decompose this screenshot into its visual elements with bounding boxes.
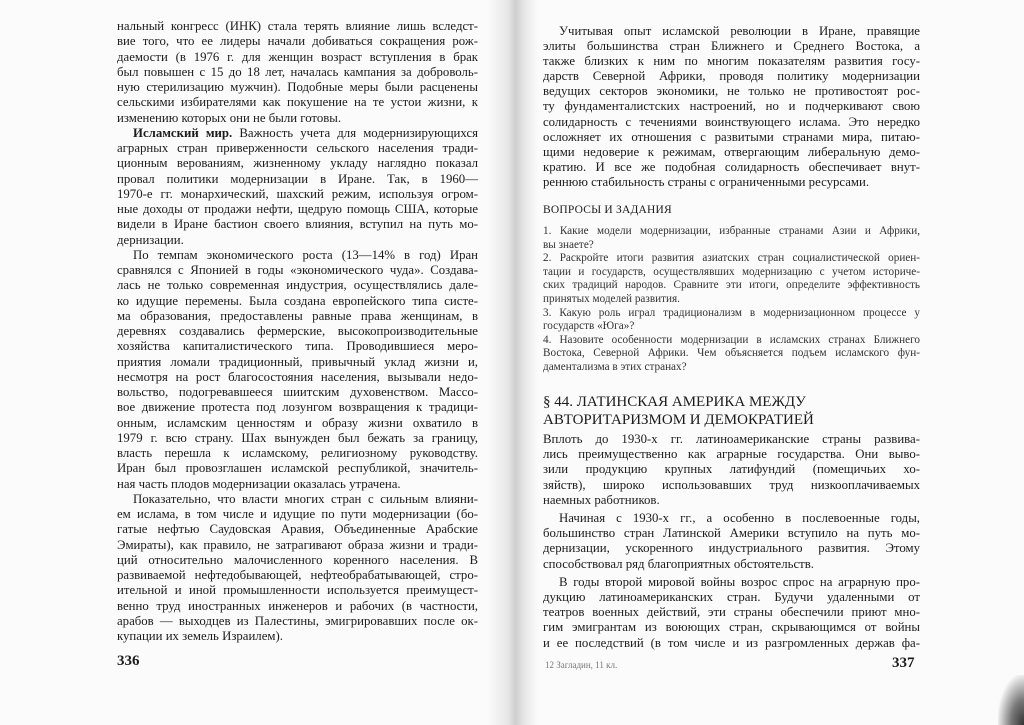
text-line: осложняет их отношения с развитыми странами мира, питаю- [543, 129, 920, 144]
paragraph [543, 307, 920, 334]
text-line: лась не только современная индустрия, осуществлялись дале- [117, 278, 478, 293]
paragraph [117, 492, 478, 645]
section-title-line: АВТОРИТАРИЗМОМ И ДЕМОКРАТИЕЙ [543, 412, 814, 428]
text-line: ту фундаменталистских настроений, но и подчеркивают свою [543, 99, 920, 114]
paragraph [543, 511, 920, 572]
section-title-line: § 44. ЛАТИНСКАЯ АМЕРИКА МЕЖДУ [543, 394, 806, 410]
text-line: театров военных действий, эти страны обеспечили приют мно- [543, 605, 920, 620]
paragraph [117, 248, 478, 492]
text-line: гатые нефтью Саудовская Аравия, Объединенные Арабские [117, 522, 478, 537]
text-line: способствовал ряд благоприятных обстоятельств. [543, 556, 814, 571]
text-line: купации их земель Израилем). [117, 629, 283, 643]
printer-signature: 12 Загладин, 11 кл. [545, 660, 618, 670]
text-line: По темпам экономического роста (13—14% в год) Иран [133, 247, 478, 262]
paragraph [543, 252, 920, 306]
text-line: аграрных стран приверженности сельского населения тради- [117, 141, 478, 155]
text-line: кратию. И все же подобная солидарность обеспечивает внут- [543, 159, 920, 174]
text-line: деревнях создавались фермерские, высокопроизводительные [117, 324, 478, 338]
section-body [543, 432, 920, 654]
text-line: онным, исламским ценностям и образу жизни охватило в [117, 415, 478, 430]
text-line: был повышен с 15 до 18 лет, началась кампания за доброволь- [117, 64, 478, 79]
text-line: дукцию латиноамериканских стран. Будучи удаленными от [543, 590, 920, 605]
text-line: ведущих секторов экономики, не только не противостоят рос- [543, 84, 920, 99]
text-line: Востока, Северной Африки. Чем объясняется подъем исламского фун- [543, 347, 920, 360]
text-line: власть перешла к исламскому, религиозному руководству. [117, 446, 478, 460]
text-line: и ее последствий (в том числе и из разгромленных держав фа- [543, 635, 920, 650]
text-line: ционным верованиям, жизненному укладу наглядно показал [117, 156, 478, 171]
text-line: дарств Северной Африки, проводя политику модернизации [543, 69, 920, 84]
text-line: ную стерилизацию мужчин). Подобные меры были расценены [117, 80, 478, 94]
text-line: лись преимущественно как аграрные государства. Они выво- [543, 447, 920, 462]
text-line [117, 126, 478, 141]
text-line: Иран был провозглашен исламской республикой, значитель- [117, 461, 478, 476]
text-line: тации и государств, осуществлявших модернизацию с учетом историче- [543, 265, 920, 278]
left-page-body [117, 19, 478, 644]
paragraph-lead: Исламский мир. [133, 125, 233, 140]
text-line: хозяйства капиталистического типа. Проводившиеся меро- [117, 339, 478, 354]
text-line: развиваемой нефтедобывающей, нефтеобрабатывающей, стро- [117, 568, 478, 582]
text-line: 1979 г. всю страну. Шах вынужден был бежать за границу, [117, 430, 478, 445]
text-line: щими недоверие к режимам, отвергающим либеральную демо- [543, 144, 920, 159]
text-line: 3. Какую роль играл традиционализм в модернизационном процессе у [543, 306, 920, 319]
scan-edge-artifact [998, 675, 1024, 725]
section-title [543, 393, 814, 429]
text-line: видели в Иране бастион своего влияния, вступил на путь мо- [117, 217, 478, 232]
text-line: Начиная с 1930-х гг., а особенно в послевоенные годы, [559, 511, 920, 526]
text-line: принятых моделей развития. [543, 292, 680, 305]
text-line: дернизации, ускоренного индустриального развития. Этому [543, 541, 920, 556]
text-line: приятия ломали традиционный, привычный уклад жизни и, [117, 354, 478, 369]
text-line: несмотря на рост благосостояния населения, вызывали недо- [117, 369, 478, 384]
text-line: даментализма в этих странах? [543, 360, 687, 373]
text-line: ций относительно малочисленного коренного населения. В [117, 552, 478, 567]
text-line: вы знаете? [543, 238, 594, 251]
text-line: вие того, что ее лидеры начали добиваться сокращения рож- [117, 34, 478, 49]
text-line: вое движение протеста под лозунгом возвращения к традици- [117, 400, 478, 415]
paragraph [543, 334, 920, 375]
text-line: венно труд иностранных инженеров и рабочих (в частности, [117, 598, 478, 613]
paragraph [543, 432, 920, 508]
text-line: арабов — выходцев из Палестины, эмигрировавших после ок- [117, 613, 478, 628]
questions-heading: ВОПРОСЫ И ЗАДАНИЯ [543, 204, 672, 216]
text-line: Эмираты), как правило, не затрагивают образа жизни и тради- [117, 537, 478, 552]
paragraph [543, 225, 920, 252]
text-line-rest: Важность учета для модернизирующихся [239, 125, 479, 140]
text-line: дернизации. [117, 232, 184, 247]
text-line: 4. Назовите особенности модернизации в исламских странах Ближнего [543, 333, 920, 346]
text-line: Учитывая опыт исламской революции в Иране, правящие [559, 24, 920, 38]
text-line: гим эмигрантам из воюющих стран, скрывающимся от войны [543, 620, 920, 635]
text-line: 1. Какие модели модернизации, избранные странами Азии и Африки, [543, 225, 920, 237]
text-line: вольство, подогревавшееся шиитским духовенством. Массо- [117, 385, 478, 399]
text-line: зили продукцию крупных латифундий (помещичьих хо- [543, 462, 920, 477]
text-line: ем ислама, в том числе и идущие по пути модернизации (бо- [117, 507, 478, 521]
text-line: нальный конгресс (ИНК) стала терять влияние лишь вследст- [117, 19, 478, 33]
page-number-left: 336 [117, 653, 140, 669]
book-gutter-shadow [488, 0, 538, 725]
text-line: ная часть плодов модернизации оказалась утрачена. [117, 476, 401, 491]
text-line: изменению которых они не были готовы. [117, 110, 342, 125]
text-line: 1970-е гг. монархический, шахский режим, используя огром- [117, 186, 478, 201]
text-line: ные доходы от продажи нефти, щедрую помощь США, которые [117, 202, 478, 216]
text-line: ских традиций народов. Сравните эти итоги, определите эффективность [543, 279, 920, 292]
text-line: наемных работников. [543, 492, 660, 507]
text-line: ительной и иной промышленности используется преимущест- [117, 583, 478, 598]
paragraph [543, 24, 920, 190]
text-line: даемости (в 1976 г. для женщин возраст вступления в брак [117, 49, 478, 64]
paragraph [117, 126, 478, 248]
text-line: солидарность с течениями воинствующего ислама. Это нередко [543, 114, 920, 129]
text-line: зяйств), широко использовавших труд низкооплачиваемых [543, 477, 920, 492]
right-page-body [543, 24, 920, 190]
text-line: сельскими избирателями как покушение на те устои жизни, к [117, 95, 478, 110]
text-line: провал политики модернизации в Иране. Так, в 1960— [117, 171, 478, 186]
text-line: Показательно, что власти многих стран с сильным влияни- [133, 491, 478, 506]
text-line: Вплоть до 1930-х гг. латиноамериканские страны развива- [543, 432, 920, 446]
text-line: 2. Раскройте итоги развития азиатских стран социалистической ориен- [543, 252, 920, 265]
page-number-right: 337 [892, 655, 915, 671]
text-line: реннюю стабильность страны с ограниченными ресурсами. [543, 174, 870, 189]
paragraph [117, 19, 478, 126]
text-line: ко идущие перемены. Была создана европейского типа систе- [117, 293, 478, 308]
text-line: также близких к ним по многим показателям развития госу- [543, 54, 920, 69]
text-line: государств «Юга»? [543, 320, 635, 333]
text-line: ма образования, предоставлены равные права женщинам, в [117, 308, 478, 323]
text-line: большинство стран Латинской Америки вступило на путь мо- [543, 526, 920, 541]
text-line: В годы второй мировой войны возрос спрос на аграрную про- [559, 574, 920, 589]
questions-list [543, 225, 920, 375]
text-line: элиты большинства стран Ближнего и Среднего Востока, а [543, 39, 920, 54]
paragraph [543, 575, 920, 651]
text-line: сравнялся с Японией в годы «экономического чуда». Создава- [117, 263, 478, 277]
